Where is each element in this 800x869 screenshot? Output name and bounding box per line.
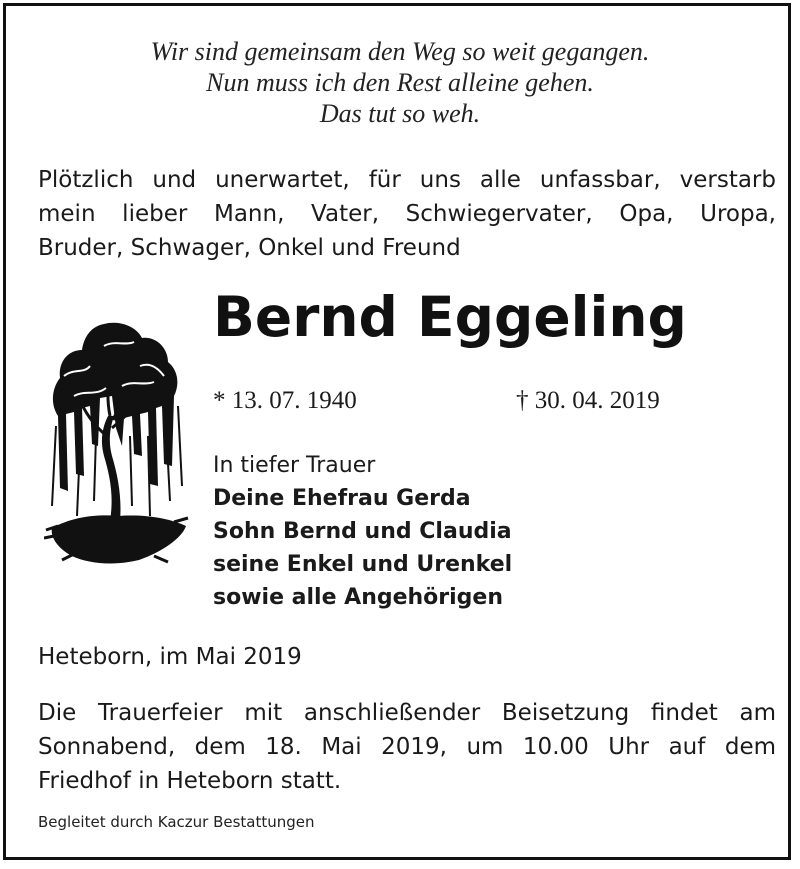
mourners-heading: In tiefer Trauer xyxy=(213,453,376,478)
birth-date: * 13. 07. 1940 xyxy=(213,387,357,414)
place-date: Heteborn, im Mai 2019 xyxy=(38,644,302,670)
intro-line: Bruder, Schwager, Onkel und Freund xyxy=(38,235,461,261)
poem xyxy=(6,36,791,129)
mourner-name: Deine Ehefrau Gerda xyxy=(213,486,471,511)
intro-line: mein lieber Mann, Vater, Schwiegervater, Opa, Uropa, xyxy=(38,201,776,227)
service-line: Friedhof in Heteborn statt. xyxy=(38,768,342,794)
service-line: Die Trauerfeier mit anschließender Beisetzung findet am xyxy=(38,700,776,726)
funeral-home-credit: Begleitet durch Kaczur Bestattungen xyxy=(38,813,315,831)
death-date: † 30. 04. 2019 xyxy=(516,387,660,414)
service-info xyxy=(38,696,776,798)
poem-line: Das tut so weh. xyxy=(319,99,481,128)
mourner-name: seine Enkel und Urenkel xyxy=(213,552,513,577)
obituary-frame xyxy=(3,3,791,860)
mourner-name: sowie alle Angehörigen xyxy=(213,585,504,610)
intro-line: Plötzlich und unerwartet, für uns alle unfassbar, verstarb xyxy=(38,167,776,193)
weeping-willow-icon xyxy=(44,316,189,571)
poem-line: Wir sind gemeinsam den Weg so weit gegangen. xyxy=(150,37,650,66)
deceased-name: Bernd Eggeling xyxy=(213,285,687,349)
poem-line: Nun muss ich den Rest alleine gehen. xyxy=(206,68,594,97)
mourner-name: Sohn Bernd und Claudia xyxy=(213,519,512,544)
intro-text xyxy=(38,163,776,265)
service-line: Sonnabend, dem 18. Mai 2019, um 10.00 Uhr auf dem xyxy=(38,734,776,760)
mourners xyxy=(213,449,733,614)
